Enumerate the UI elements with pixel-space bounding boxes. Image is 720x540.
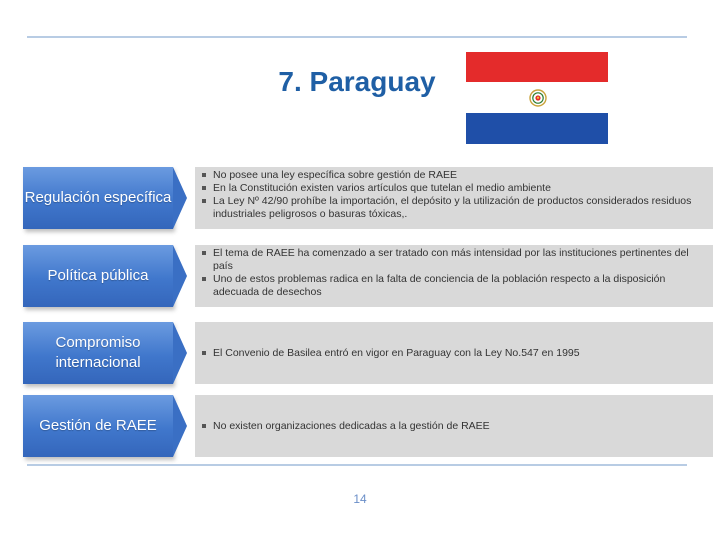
list-item: Uno de estos problemas radica en la falta de conciencia de la población respecto a la disposición adecuada de desechos bbox=[201, 273, 707, 299]
paraguay-flag-icon bbox=[466, 52, 608, 144]
list-item: En la Constitución existen varios artículos que tutelan el medio ambiente bbox=[201, 182, 707, 195]
label-regulacion: Regulación específica bbox=[24, 189, 172, 206]
list-item: No existen organizaciones dedicadas a la gestión de RAEE bbox=[201, 420, 490, 433]
arrow-politica bbox=[173, 245, 187, 307]
top-divider bbox=[27, 36, 687, 38]
list-item: La Ley Nº 42/90 prohíbe la importación, el depósito y la utilización de productos considerados residuos industriales peligrosos o basuras tóxicas,. bbox=[201, 195, 707, 221]
flag-blue-stripe bbox=[466, 113, 608, 144]
slide-title: 7. Paraguay bbox=[278, 66, 436, 97]
arrow-compromiso bbox=[173, 322, 187, 384]
bottom-divider bbox=[27, 464, 687, 466]
label-box-compromiso bbox=[23, 322, 173, 384]
flag-emblem-icon bbox=[529, 89, 547, 107]
list-item: El tema de RAEE ha comenzado a ser tratado con más intensidad por las instituciones pertinentes del país bbox=[201, 247, 707, 273]
label-politica: Política pública bbox=[47, 267, 149, 284]
flag-red-stripe bbox=[466, 52, 608, 82]
label-box-gestion bbox=[23, 395, 173, 457]
page-number: 14 bbox=[353, 492, 367, 506]
label-box-politica bbox=[23, 245, 173, 307]
content-regulacion bbox=[195, 167, 713, 229]
content-compromiso bbox=[195, 322, 713, 384]
label-gestion: Gestión de RAEE bbox=[39, 417, 157, 434]
content-politica bbox=[195, 245, 713, 307]
list-item: No posee una ley específica sobre gestión de RAEE bbox=[201, 169, 707, 182]
list-item: El Convenio de Basilea entró en vigor en Paraguay con la Ley No.547 en 1995 bbox=[201, 347, 580, 360]
arrow-regulacion bbox=[173, 167, 187, 229]
label-compromiso: Compromiso internacional bbox=[55, 334, 141, 371]
arrow-gestion bbox=[173, 395, 187, 457]
label-box-regulacion bbox=[23, 167, 173, 229]
content-gestion bbox=[195, 395, 713, 457]
